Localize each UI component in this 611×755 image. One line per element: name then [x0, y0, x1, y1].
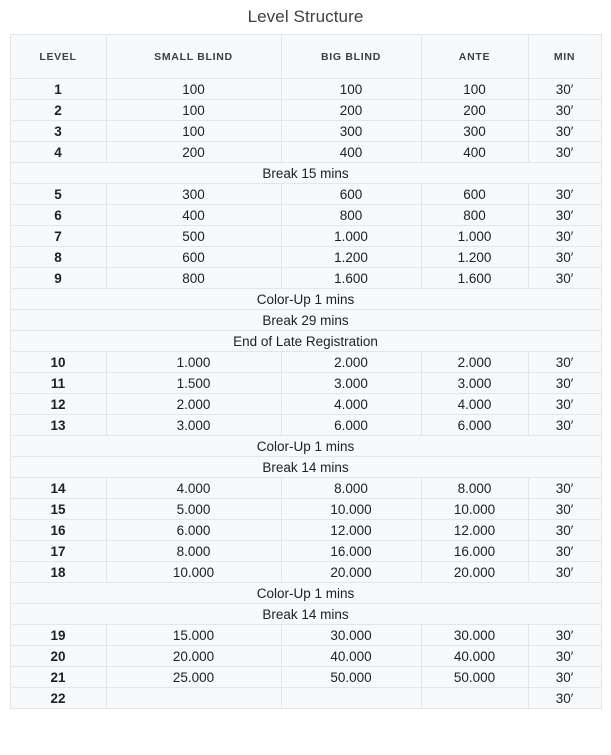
level-value: 9 — [10, 268, 106, 289]
big-blind-value: 2.000 — [281, 352, 421, 373]
ante-value: 6.000 — [421, 415, 528, 436]
min-value: 30′ — [528, 121, 601, 142]
small-blind-value: 1.500 — [106, 373, 281, 394]
min-value: 30′ — [528, 562, 601, 583]
big-blind-value: 3.000 — [281, 373, 421, 394]
level-value: 1 — [10, 79, 106, 100]
min-value: 30′ — [528, 646, 601, 667]
small-blind-value: 100 — [106, 121, 281, 142]
min-value: 30′ — [528, 541, 601, 562]
table-row — [10, 688, 601, 709]
small-blind-value: 600 — [106, 247, 281, 268]
page-title: Level Structure — [247, 7, 364, 26]
min-value: 30′ — [528, 247, 601, 268]
ante-value: 10.000 — [421, 499, 528, 520]
ante-value: 600 — [421, 184, 528, 205]
big-blind-value: 200 — [281, 100, 421, 121]
big-blind-value: 600 — [281, 184, 421, 205]
small-blind-value: 800 — [106, 268, 281, 289]
big-blind-value — [281, 688, 421, 709]
min-value: 30′ — [528, 667, 601, 688]
ante-value: 40.000 — [421, 646, 528, 667]
note-text: End of Late Registration — [10, 331, 601, 352]
small-blind-value: 5.000 — [106, 499, 281, 520]
table-body — [10, 79, 601, 709]
column-header-min: MIN — [528, 35, 601, 79]
ante-value: 1.200 — [421, 247, 528, 268]
big-blind-value: 4.000 — [281, 394, 421, 415]
table-row — [10, 415, 601, 436]
level-value: 12 — [10, 394, 106, 415]
table-row — [10, 142, 601, 163]
big-blind-value: 400 — [281, 142, 421, 163]
note-text: Break 29 mins — [10, 310, 601, 331]
big-blind-value: 800 — [281, 205, 421, 226]
min-value: 30′ — [528, 499, 601, 520]
small-blind-value: 100 — [106, 100, 281, 121]
level-value: 19 — [10, 625, 106, 646]
table-row — [10, 226, 601, 247]
level-value: 10 — [10, 352, 106, 373]
level-structure-table — [10, 34, 602, 709]
big-blind-value: 12.000 — [281, 520, 421, 541]
ante-value: 2.000 — [421, 352, 528, 373]
registration-note-row — [10, 331, 601, 352]
ante-value: 1.600 — [421, 268, 528, 289]
ante-value: 400 — [421, 142, 528, 163]
level-value: 14 — [10, 478, 106, 499]
table-row — [10, 541, 601, 562]
table-row — [10, 667, 601, 688]
big-blind-value: 20.000 — [281, 562, 421, 583]
level-value: 21 — [10, 667, 106, 688]
table-row — [10, 625, 601, 646]
table-header-row — [10, 35, 601, 79]
min-value: 30′ — [528, 226, 601, 247]
small-blind-value: 200 — [106, 142, 281, 163]
min-value: 30′ — [528, 478, 601, 499]
small-blind-value: 8.000 — [106, 541, 281, 562]
big-blind-value: 10.000 — [281, 499, 421, 520]
big-blind-value: 16.000 — [281, 541, 421, 562]
small-blind-value: 25.000 — [106, 667, 281, 688]
small-blind-value: 10.000 — [106, 562, 281, 583]
table-row — [10, 184, 601, 205]
level-value: 15 — [10, 499, 106, 520]
note-text: Color-Up 1 mins — [10, 583, 601, 604]
min-value: 30′ — [528, 205, 601, 226]
min-value: 30′ — [528, 100, 601, 121]
big-blind-value: 50.000 — [281, 667, 421, 688]
table-row — [10, 247, 601, 268]
ante-value: 50.000 — [421, 667, 528, 688]
table-row — [10, 205, 601, 226]
min-value: 30′ — [528, 688, 601, 709]
level-value: 11 — [10, 373, 106, 394]
table-row — [10, 352, 601, 373]
color-up-note-row — [10, 289, 601, 310]
note-text: Break 15 mins — [10, 163, 601, 184]
level-value: 3 — [10, 121, 106, 142]
break-note-row — [10, 604, 601, 625]
big-blind-value: 100 — [281, 79, 421, 100]
ante-value: 3.000 — [421, 373, 528, 394]
min-value: 30′ — [528, 352, 601, 373]
ante-value: 16.000 — [421, 541, 528, 562]
table-row — [10, 373, 601, 394]
table-row — [10, 121, 601, 142]
ante-value: 12.000 — [421, 520, 528, 541]
break-note-row — [10, 163, 601, 184]
big-blind-value: 8.000 — [281, 478, 421, 499]
big-blind-value: 1.600 — [281, 268, 421, 289]
level-value: 5 — [10, 184, 106, 205]
note-text: Break 14 mins — [10, 604, 601, 625]
ante-value: 4.000 — [421, 394, 528, 415]
ante-value: 200 — [421, 100, 528, 121]
small-blind-value: 6.000 — [106, 520, 281, 541]
small-blind-value: 15.000 — [106, 625, 281, 646]
small-blind-value — [106, 688, 281, 709]
level-value: 17 — [10, 541, 106, 562]
ante-value: 100 — [421, 79, 528, 100]
level-value: 8 — [10, 247, 106, 268]
table-row — [10, 100, 601, 121]
ante-value: 800 — [421, 205, 528, 226]
level-value: 7 — [10, 226, 106, 247]
small-blind-value: 400 — [106, 205, 281, 226]
small-blind-value: 4.000 — [106, 478, 281, 499]
column-header-level: LEVEL — [10, 35, 106, 79]
min-value: 30′ — [528, 394, 601, 415]
min-value: 30′ — [528, 79, 601, 100]
min-value: 30′ — [528, 520, 601, 541]
min-value: 30′ — [528, 268, 601, 289]
level-value: 2 — [10, 100, 106, 121]
table-row — [10, 79, 601, 100]
ante-value: 8.000 — [421, 478, 528, 499]
level-value: 16 — [10, 520, 106, 541]
column-header-small-blind: SMALL BLIND — [106, 35, 281, 79]
min-value: 30′ — [528, 625, 601, 646]
big-blind-value: 1.000 — [281, 226, 421, 247]
table-row — [10, 499, 601, 520]
break-note-row — [10, 457, 601, 478]
table-row — [10, 394, 601, 415]
level-value: 22 — [10, 688, 106, 709]
small-blind-value: 3.000 — [106, 415, 281, 436]
color-up-note-row — [10, 583, 601, 604]
table-row — [10, 268, 601, 289]
level-value: 6 — [10, 205, 106, 226]
small-blind-value: 2.000 — [106, 394, 281, 415]
big-blind-value: 1.200 — [281, 247, 421, 268]
big-blind-value: 40.000 — [281, 646, 421, 667]
small-blind-value: 100 — [106, 79, 281, 100]
level-value: 18 — [10, 562, 106, 583]
big-blind-value: 30.000 — [281, 625, 421, 646]
level-value: 20 — [10, 646, 106, 667]
big-blind-value: 6.000 — [281, 415, 421, 436]
table-row — [10, 562, 601, 583]
ante-value: 30.000 — [421, 625, 528, 646]
small-blind-value: 20.000 — [106, 646, 281, 667]
table-row — [10, 478, 601, 499]
column-header-big-blind: BIG BLIND — [281, 35, 421, 79]
ante-value: 1.000 — [421, 226, 528, 247]
note-text: Color-Up 1 mins — [10, 289, 601, 310]
ante-value: 300 — [421, 121, 528, 142]
note-text: Color-Up 1 mins — [10, 436, 601, 457]
small-blind-value: 500 — [106, 226, 281, 247]
min-value: 30′ — [528, 373, 601, 394]
big-blind-value: 300 — [281, 121, 421, 142]
level-value: 4 — [10, 142, 106, 163]
min-value: 30′ — [528, 142, 601, 163]
min-value: 30′ — [528, 415, 601, 436]
level-value: 13 — [10, 415, 106, 436]
table-header — [10, 35, 601, 79]
table-row — [10, 646, 601, 667]
table-row — [10, 520, 601, 541]
column-header-ante: ANTE — [421, 35, 528, 79]
note-text: Break 14 mins — [10, 457, 601, 478]
color-up-note-row — [10, 436, 601, 457]
break-note-row — [10, 310, 601, 331]
ante-value: 20.000 — [421, 562, 528, 583]
small-blind-value: 300 — [106, 184, 281, 205]
ante-value — [421, 688, 528, 709]
small-blind-value: 1.000 — [106, 352, 281, 373]
min-value: 30′ — [528, 184, 601, 205]
